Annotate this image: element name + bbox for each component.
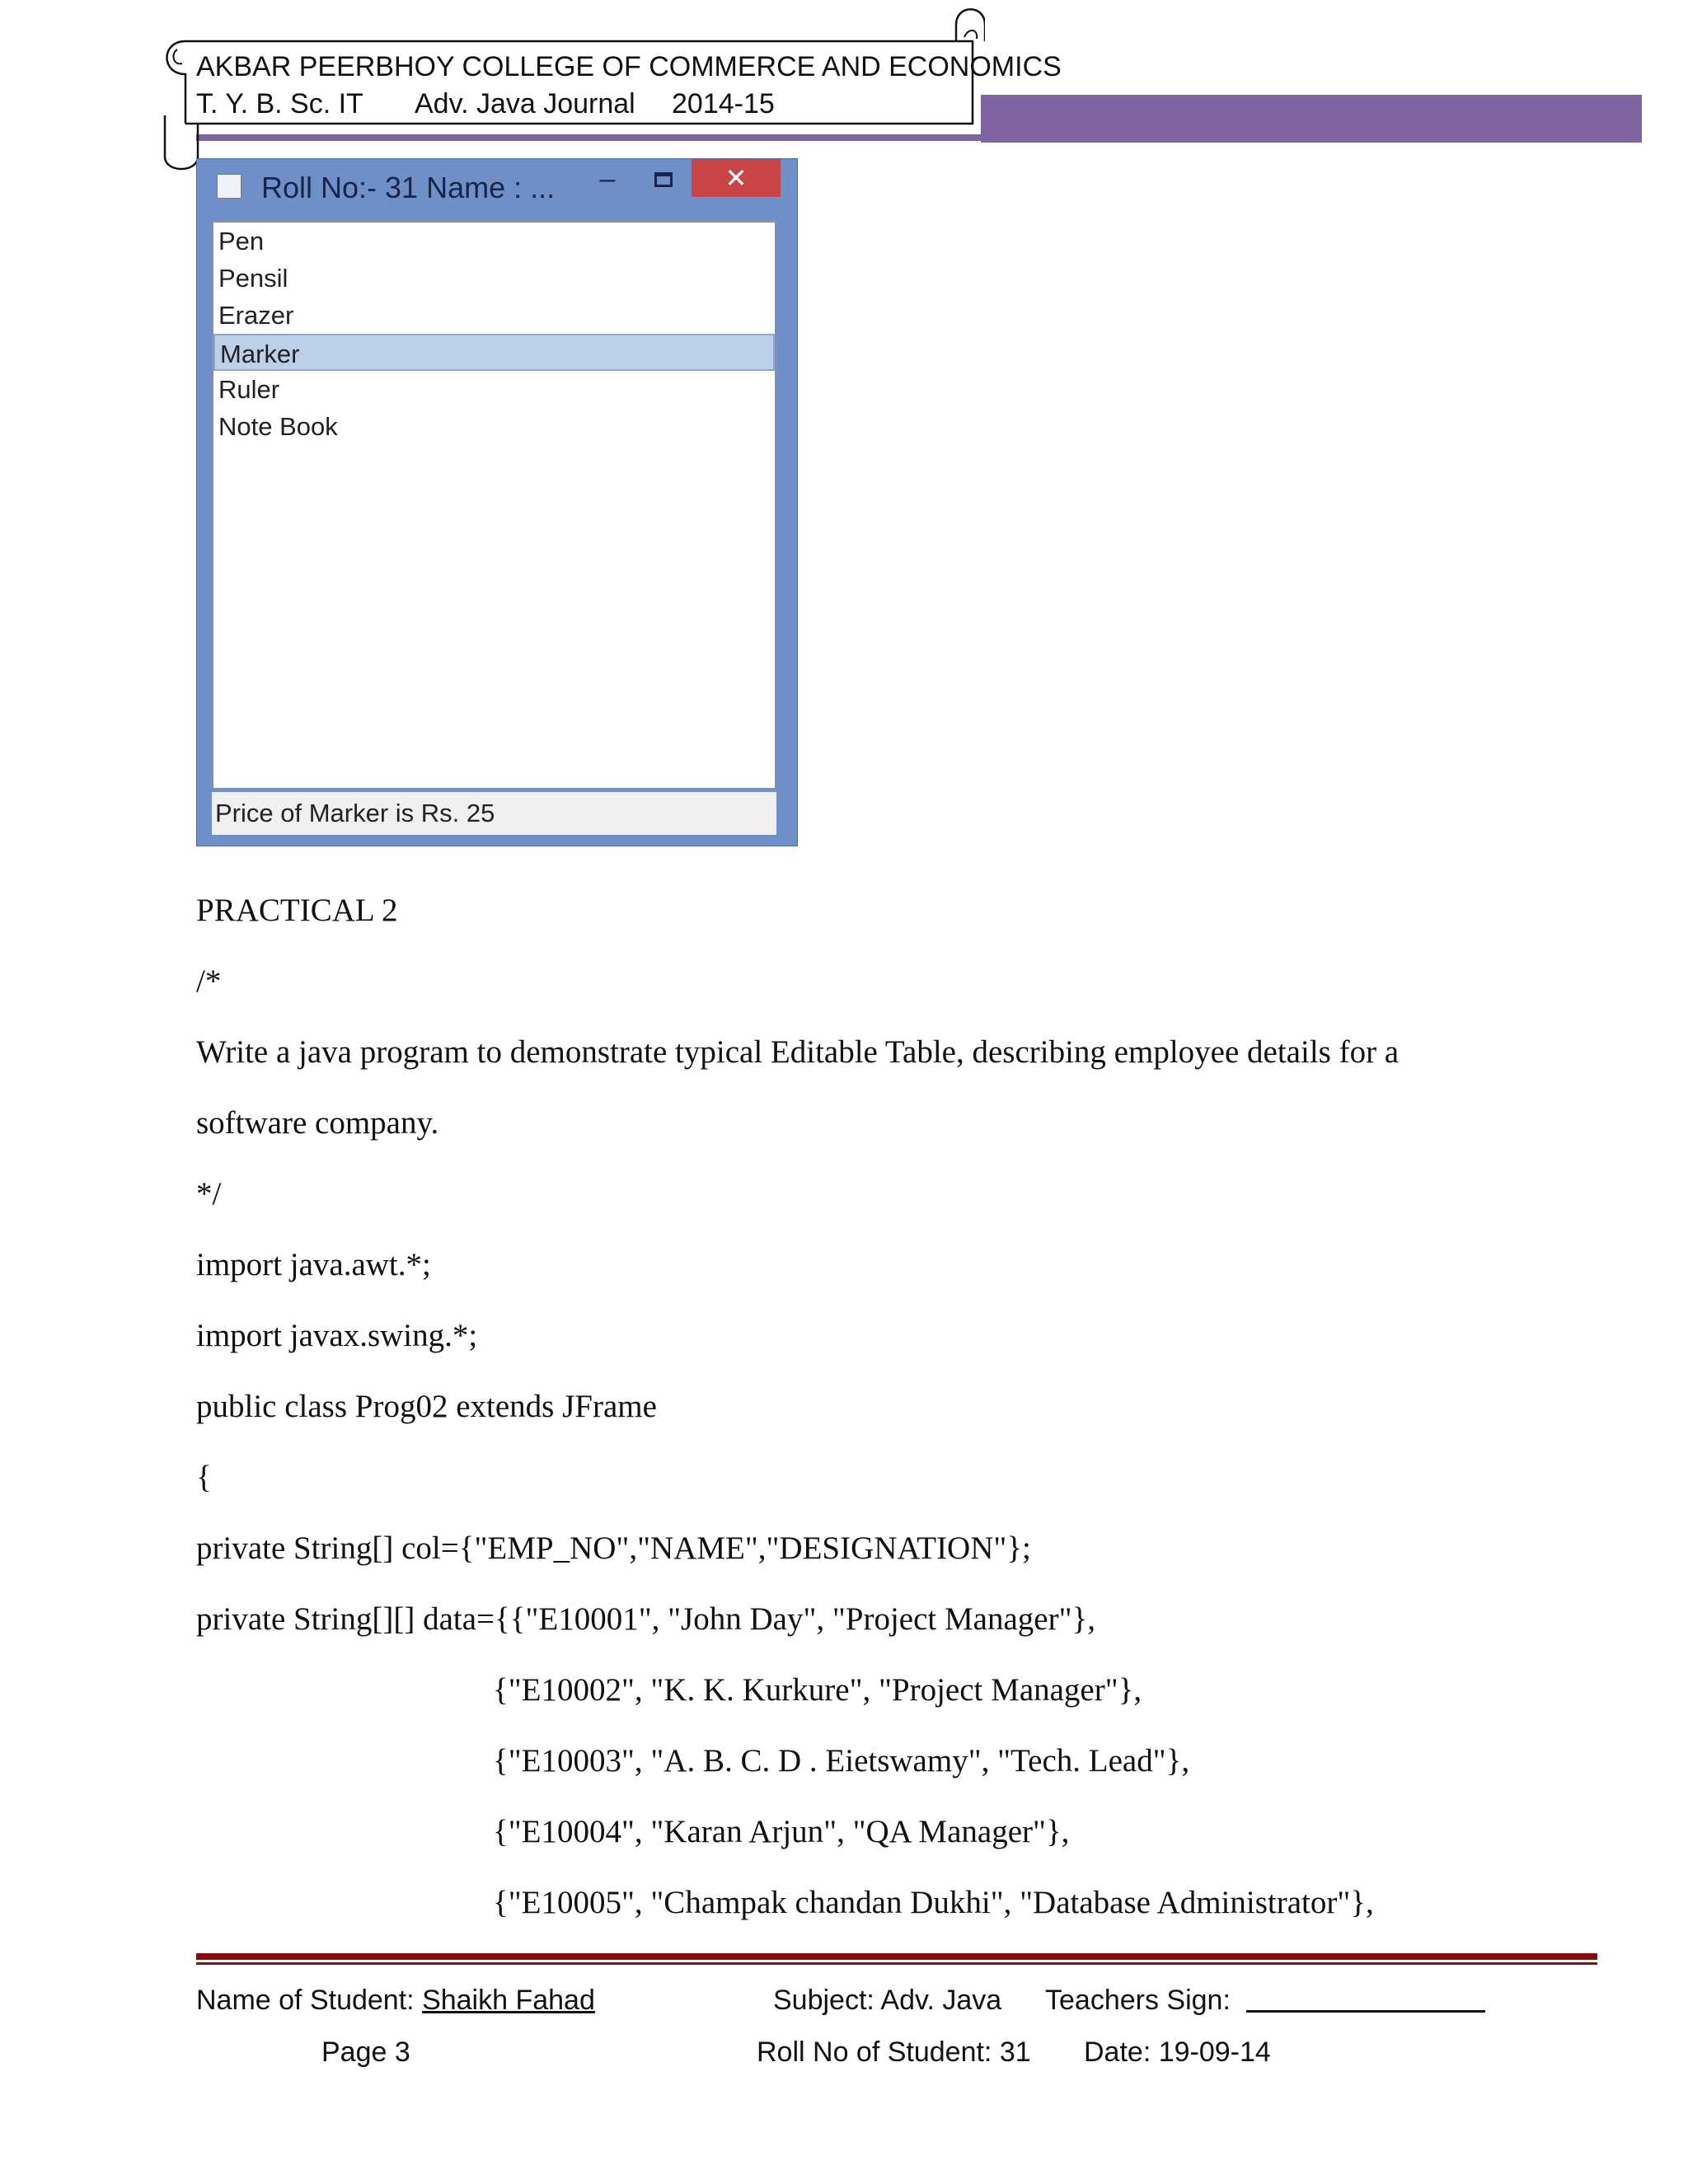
- footer-rule-thin: [196, 1962, 1597, 1965]
- student-name-value: Shaikh Fahad: [422, 1985, 595, 2016]
- maximize-icon[interactable]: [654, 172, 673, 187]
- page-number: Page 3: [321, 2036, 410, 2068]
- swing-window: [196, 158, 798, 846]
- teacher-sign-line: [1246, 2010, 1485, 2013]
- close-icon[interactable]: ✕: [692, 159, 781, 197]
- window-title-bar[interactable]: [197, 159, 797, 209]
- subject-label: Subject: Adv. Java: [773, 1985, 1002, 2016]
- course-name: T. Y. B. Sc. IT: [196, 88, 363, 120]
- academic-year: 2014-15: [672, 88, 775, 120]
- code-line: public class Prog02 extends JFrame: [196, 1389, 657, 1424]
- student-name-field: [196, 1985, 595, 2017]
- student-name-label: Name of Student:: [196, 1985, 415, 2016]
- code-line: import java.awt.*;: [196, 1247, 431, 1282]
- description-line: software company.: [196, 1105, 439, 1141]
- footer-rule: [196, 1953, 1597, 1960]
- data-row-line: {"E10004", "Karan Arjun", "QA Manager"},: [493, 1814, 1070, 1849]
- java-cup-icon: [217, 174, 241, 199]
- code-line: private String[][] data={{"E10001", "John Day", "Project Manager"},: [196, 1601, 1095, 1637]
- comment-close: */: [196, 1176, 222, 1212]
- items-list[interactable]: [212, 221, 776, 790]
- comment-open: /*: [196, 963, 222, 999]
- date-label: Date: 19-09-14: [1084, 2036, 1271, 2068]
- list-item[interactable]: Erazer: [218, 301, 294, 330]
- status-label: Price of Marker is Rs. 25: [212, 792, 776, 835]
- code-line: import javax.swing.*;: [196, 1318, 478, 1353]
- minimize-icon[interactable]: –: [599, 163, 616, 194]
- code-line: {: [196, 1460, 212, 1495]
- list-item[interactable]: Ruler: [218, 375, 280, 404]
- list-item[interactable]: Pensil: [218, 264, 288, 293]
- list-item[interactable]: Note Book: [218, 412, 338, 441]
- header-accent-band: [981, 95, 1642, 143]
- data-row-line: {"E10003", "A. B. C. D . Eietswamy", "Tech. Lead"},: [493, 1743, 1190, 1779]
- data-row-line: {"E10005", "Champak chandan Dukhi", "Database Administrator"},: [493, 1885, 1374, 1920]
- teacher-sign-label: Teachers Sign:: [1045, 1985, 1231, 2016]
- header-accent-line: [196, 134, 987, 141]
- data-row-line: {"E10002", "K. K. Kurkure", "Project Manager"},: [493, 1672, 1142, 1708]
- roll-number: Roll No of Student: 31: [757, 2036, 1031, 2068]
- practical-title: PRACTICAL 2: [196, 893, 398, 928]
- journal-name: Adv. Java Journal: [415, 88, 635, 120]
- code-line: private String[] col={"EMP_NO","NAME","DESIGNATION"};: [196, 1530, 1031, 1566]
- college-name: AKBAR PEERBHOY COLLEGE OF COMMERCE AND ECONOMICS: [196, 51, 1062, 82]
- list-item-selected[interactable]: Marker: [213, 334, 775, 371]
- list-item[interactable]: Pen: [218, 227, 265, 255]
- description-line: Write a java program to demonstrate typical Editable Table, describing employee details for a: [196, 1034, 1400, 1070]
- window-title: Roll No:- 31 Name : ...: [261, 171, 556, 204]
